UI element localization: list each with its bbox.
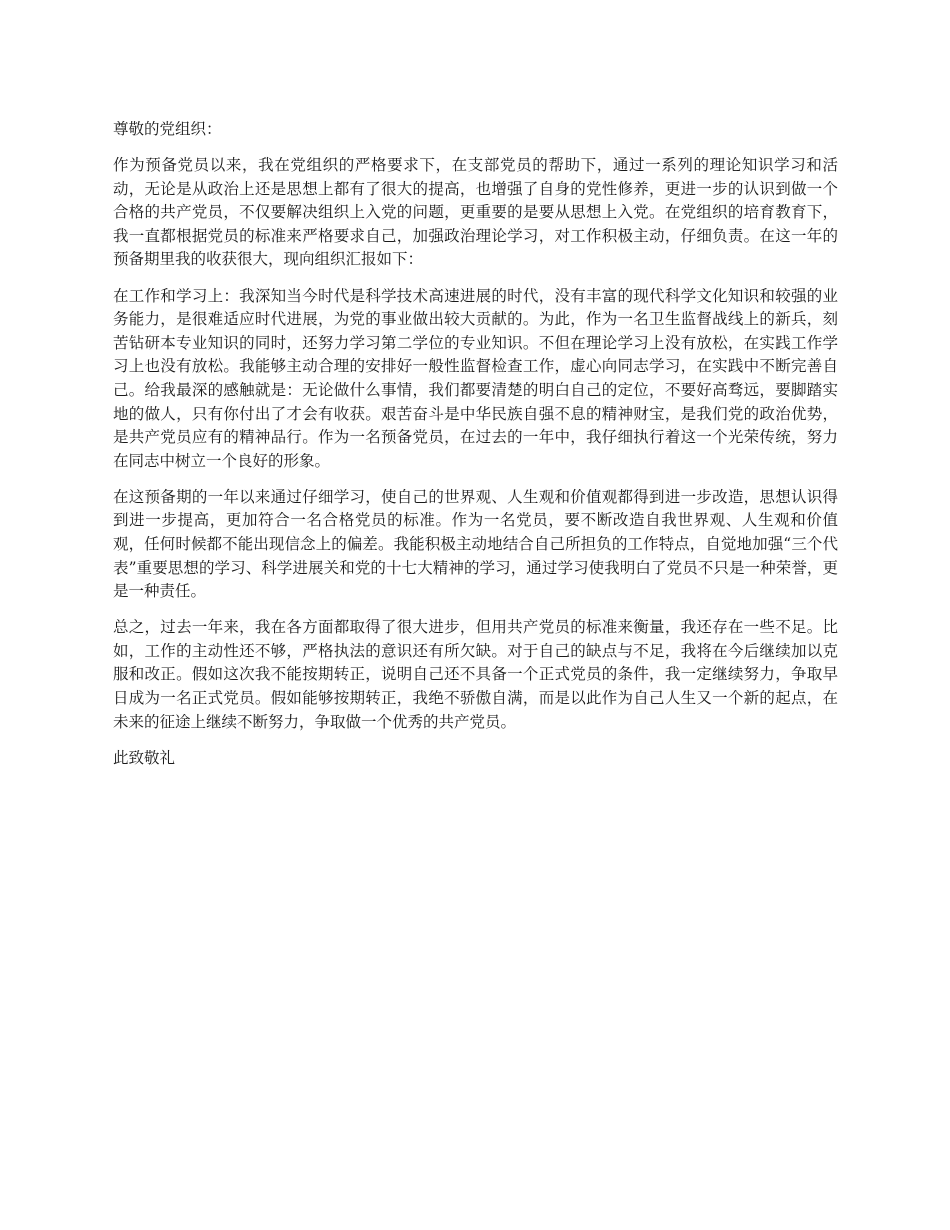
closing: 此致敬礼 <box>113 748 176 767</box>
paragraph-summary: 总之，过去一年来，我在各方面都取得了很大进步，但用共产党员的标准来衡量，我还存在一些不足。比如，工作的主动性还不够，严格执法的意识还有所欠缺。对于自己的缺点与不足，我将在今后继续加以克服和改正。假如这次我不能按期转正，说明自己还不具备一个正式党员的条件，我一定继续努力，争取早日成为一名正式党员。假如能够按期转正，我绝不骄傲自满，而是以此作为自己人生又一个新的起点，在未来的征途上继续不断努力，争取做一个优秀的共产党员。 <box>113 618 838 731</box>
paragraph-intro: 作为预备党员以来，我在党组织的严格要求下，在支部党员的帮助下，通过一系列的理论知识学习和活动，无论是从政治上还是思想上都有了很大的提高，也增强了自身的党性修养，更进一步的认识到做一个合格的共产党员，不仅要解决组织上入党的问题，更重要的是要从思想上入党。在党组织的培育教育下，我一直都根据党员的标准来严格要求自己，加强政治理论学习，对工作积极主动，仔细负责。在这一年的预备期里我的收获很大，现向组织汇报如下： <box>113 156 838 269</box>
paragraph-work-study: 在工作和学习上：我深知当今时代是科学技术高速进展的时代，没有丰富的现代科学文化知识和较强的业务能力，是很难适应时代进展，为党的事业做出较大贡献的。为此，作为一名卫生监督战线上的新兵，刻苦钻研本专业知识的同时，还努力学习第二学位的专业知识。不但在理论学习上没有放松，在实践工作学习上也没有放松。我能够主动合理的安排好一般性监督检查工作，虚心向同志学习，在实践中不断完善自己。给我最深的感触就是：无论做什么事情，我们都要清楚的明白自己的定位，不要好高骛远，要脚踏实地的做人，只有你付出了才会有收获。艰苦奋斗是中华民族自强不息的精神财宝，是我们党的政治优势，是共产党员应有的精神品行。作为一名预备党员，在过去的一年中，我仔细执行着这一个光荣传统，努力在同志中树立一个良好的形象。 <box>113 286 838 470</box>
letter-body <box>113 118 838 783</box>
salutation: 尊敬的党组织： <box>113 120 222 138</box>
paragraph-worldview: 在这预备期的一年以来通过仔细学习，使自己的世界观、人生观和价值观都得到进一步改造，思想认识得到进一步提高，更加符合一名合格党员的标准。作为一名党员，要不断改造自我世界观、人生观和价值观，任何时候都不能出现信念上的偏差。我能积极主动地结合自己所担负的工作特点，自觉地加强“三个代表”重要思想的学习、科学进展关和党的十七大精神的学习，通过学习使我明白了党员不只是一种荣誉，更是一种责任。 <box>113 487 838 601</box>
